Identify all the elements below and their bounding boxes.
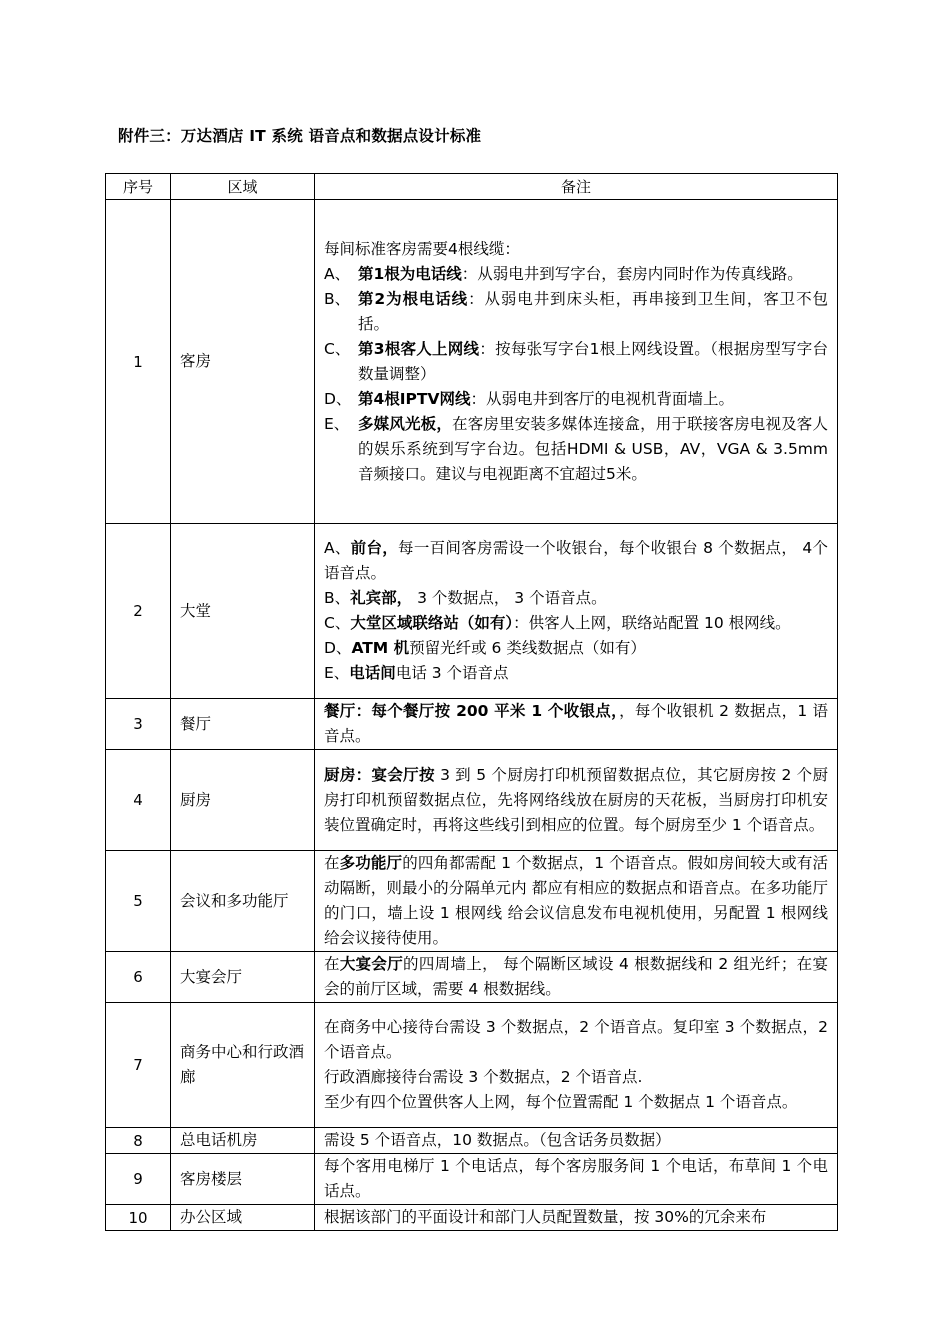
line-prefix: A、: [324, 539, 351, 557]
row-note: [315, 1003, 838, 1128]
item-text: ：从弱电井到写字台，套房内同时作为传真线路。: [461, 264, 803, 283]
row-area: 总电话机房: [171, 1128, 315, 1154]
table-row: [106, 1154, 838, 1205]
line-text: ，每个收银机 2 数据点，1 语音点。: [324, 702, 828, 745]
note-line: 每个客用电梯厅 1 个电话点，每个客房服务间 1 个电话，布草间 1 个电话点。: [324, 1157, 828, 1200]
header-seq: 序号: [106, 174, 171, 200]
note-line: [324, 699, 828, 749]
row-note: [315, 1128, 838, 1154]
item-text: ：按每张写字台1根上网线设置。（根据房型写字台数量调整）: [358, 339, 828, 383]
table-row: [106, 750, 838, 851]
row-seq: 5: [106, 851, 171, 952]
note-line: [324, 763, 828, 838]
table-row: [106, 1128, 838, 1154]
row-note: [315, 1205, 838, 1231]
item-bold: 第3根客人上网线: [358, 339, 480, 358]
note-line: [324, 536, 828, 586]
line-prefix: 在: [324, 955, 340, 973]
item-bold: 第4根IPTV网线: [358, 389, 471, 408]
row-area: 客房楼层: [171, 1154, 315, 1205]
note-line: [324, 636, 828, 661]
header-note: 备注: [315, 174, 838, 200]
note-line: 在商务中心接待台需设 3 个数据点，2 个语音点。复印室 3 个数据点，2 个语音点。: [324, 1018, 828, 1061]
note-item: [324, 337, 828, 387]
line-text: 每一百间客房需设一个收银台，每个收银台 8 个数据点， 4个语音点。: [324, 539, 828, 582]
row-seq: 8: [106, 1128, 171, 1154]
row-area: 大堂: [171, 524, 315, 699]
row-seq: 9: [106, 1154, 171, 1205]
line-text: ：供客人上网，联络站配置 10 根网线。: [513, 614, 791, 632]
note-item: [324, 387, 828, 412]
note-item: [324, 262, 828, 287]
row-seq: 10: [106, 1205, 171, 1231]
line-bold: 礼宾部，: [350, 589, 413, 607]
line-prefix: C、: [324, 614, 351, 632]
item-label: E、: [324, 414, 350, 433]
item-text: 在客房里安装多媒体连接盒，用于联接客房电视及客人的娱乐系统到写字台边。包括HDMI & USB，AV，VGA & 3.5mm音频接口。建议与电视距离不宜超过5米。: [358, 414, 828, 483]
row-note: [315, 1154, 838, 1205]
note-line: [324, 586, 828, 611]
item-bold: 多媒风光板，: [358, 414, 453, 433]
row-seq: 3: [106, 699, 171, 750]
note-line: [324, 661, 828, 686]
row-note: [315, 750, 838, 851]
note-line: 行政酒廊接待台需设 3 个数据点，2 个语音点.: [324, 1068, 643, 1086]
row-area: 会议和多功能厅: [171, 851, 315, 952]
note-item: [324, 412, 828, 487]
row-note: [315, 699, 838, 750]
line-bold: 大堂区域联络站（如有）: [350, 614, 514, 632]
line-prefix: 在: [324, 854, 340, 872]
row-note: [315, 851, 838, 952]
line-prefix: B、: [324, 589, 351, 607]
line-bold: 电话间: [349, 664, 396, 682]
row-area: 商务中心和行政酒廊: [171, 1003, 315, 1128]
header-area: 区域: [171, 174, 315, 200]
item-label: A、: [324, 264, 351, 283]
row-area: 餐厅: [171, 699, 315, 750]
note-line: 需设 5 个语音点，10 数据点。（包含话务员数据）: [324, 1131, 671, 1149]
item-label: B、: [324, 289, 351, 308]
line-text: 的四角都需配 1 个数据点，1 个语音点。假如房间较大或有活动隔断，则最小的分隔单元内 都应有相应的数据点和语音点。在多功能厅的门口，墙上设 1 根网线 给会议信息发布电视机使用，另配置 1 根网线 给会议接待使用。: [324, 854, 828, 947]
standards-table: [105, 173, 838, 1231]
item-text: ：从弱电井到床头柜，再串接到卫生间，客卫不包括。: [358, 289, 828, 333]
document-title: 附件三：万达酒店 IT 系统 语音点和数据点设计标准: [118, 127, 482, 145]
item-label: C、: [324, 339, 351, 358]
row-area: 办公区域: [171, 1205, 315, 1231]
item-bold: 第1根为电话线: [358, 264, 462, 283]
line-bold: 大宴会厅: [339, 955, 404, 973]
note-intro: 每间标准客房需要4根线缆：: [324, 239, 520, 258]
row-seq: 6: [106, 952, 171, 1003]
row-note: [315, 200, 838, 524]
line-bold: 多功能厅: [339, 854, 403, 872]
row-seq: 1: [106, 200, 171, 524]
row-area: 客房: [171, 200, 315, 524]
row-seq: 2: [106, 524, 171, 699]
row-note: [315, 952, 838, 1003]
line-text: 3 个数据点， 3 个语音点。: [412, 589, 607, 607]
table-row: [106, 524, 838, 699]
row-seq: 4: [106, 750, 171, 851]
item-label: D、: [324, 389, 352, 408]
note-item: [324, 287, 828, 337]
note-line: [324, 952, 828, 1002]
line-bold: 前台，: [350, 539, 399, 557]
line-bold: 厨房：宴会厅按: [324, 765, 435, 784]
note-line: 根据该部门的平面设计和部门人员配置数量，按 30%的冗余来布: [324, 1208, 767, 1226]
table-row: [106, 699, 838, 750]
table-row: [106, 200, 838, 524]
table-row: [106, 1003, 838, 1128]
row-area: 大宴会厅: [171, 952, 315, 1003]
line-prefix: E、: [324, 664, 350, 682]
line-text: 3 到 5 个厨房打印机预留数据点位，其它厨房按 2 个厨房打印机预留数据点位，先将网络线放在厨房的天花板，当厨房打印机安装位置确定时，再将这些线引到相应的位置。每个厨房至少 1 个语音点。: [324, 765, 828, 834]
line-bold: ATM 机: [351, 639, 410, 657]
table-row: [106, 952, 838, 1003]
note-line: 至少有四个位置供客人上网，每个位置需配 1 个数据点 1 个语音点。: [324, 1093, 798, 1111]
table-row: [106, 1205, 838, 1231]
row-note: [315, 524, 838, 699]
line-prefix: D、: [324, 639, 352, 657]
note-line: [324, 851, 828, 951]
line-bold: 餐厅：每个餐厅按 200 平米 1 个收银点，: [324, 702, 620, 720]
note-line: [324, 611, 828, 636]
table-header-row: [106, 174, 838, 200]
line-text: 电话 3 个语音点: [395, 664, 509, 682]
table-row: [106, 851, 838, 952]
item-text: ：从弱电井到客厅的电视机背面墙上。: [470, 389, 734, 408]
line-text: 预留光纤或 6 类线数据点（如有）: [409, 639, 646, 657]
item-bold: 第2为根电话线: [358, 289, 469, 308]
row-area: 厨房: [171, 750, 315, 851]
row-seq: 7: [106, 1003, 171, 1128]
line-text: 的四周墙上， 每个隔断区域设 4 根数据线和 2 组光纤；在宴会的前厅区域，需要 4 根数据线。: [324, 955, 828, 998]
